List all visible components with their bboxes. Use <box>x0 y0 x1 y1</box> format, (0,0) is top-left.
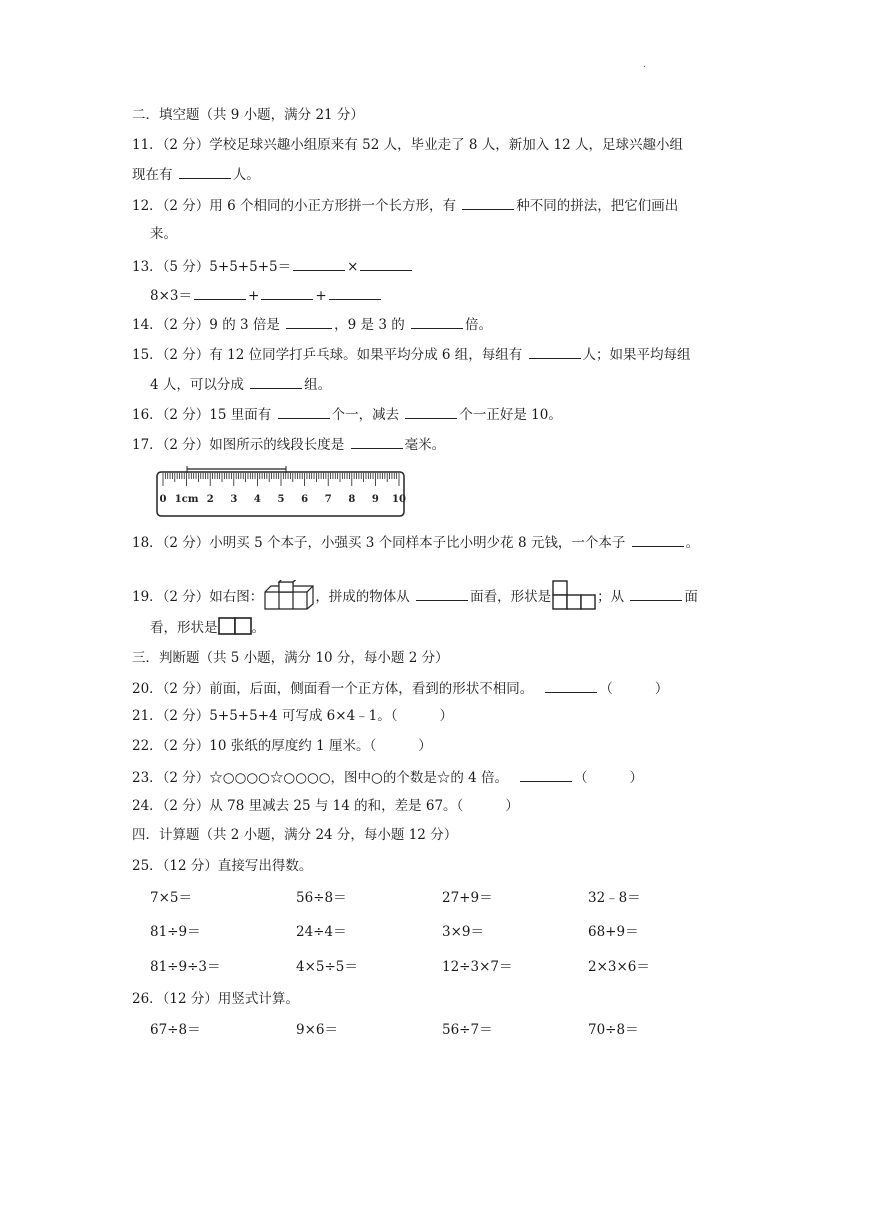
q11-text-end: 人。 <box>232 167 260 183</box>
ruler-label: 4 <box>253 494 261 505</box>
q13-line1 <box>132 256 414 276</box>
q26-item-4: 70÷8＝ <box>588 1022 639 1038</box>
q19-text-6: 看，形状是 <box>150 620 218 636</box>
q11-text: 现在有 <box>132 167 177 183</box>
q25-item-r2c3: 3×9＝ <box>442 924 484 940</box>
q17-text: 17．（2 分）如图所示的线段长度是 <box>132 437 349 453</box>
q14-text-2: ，9 是 3 的 <box>334 317 409 333</box>
q26-item-2: 9×6＝ <box>296 1022 338 1038</box>
q13-line2 <box>150 285 383 305</box>
q19-line2 <box>150 617 265 640</box>
q15-blank-1[interactable] <box>529 344 581 359</box>
view-shape-2 <box>218 617 252 640</box>
q19-text-5: 面 <box>684 589 698 605</box>
q22-paren-right: ） <box>418 738 432 754</box>
q12-text-end: 种不同的拼法，把它们画出 <box>516 198 679 214</box>
q13-blank-5[interactable] <box>329 285 381 300</box>
q13-plus-1: + <box>248 288 260 304</box>
q13-blank-2[interactable] <box>360 256 412 271</box>
q19-text-end: 。 <box>251 620 265 636</box>
q25-title: 25．（12 分）直接写出得数。 <box>132 858 313 874</box>
q25-item-r3c4: 2×3×6＝ <box>588 959 650 975</box>
q25-item-r1c2: 56÷8＝ <box>296 890 347 906</box>
q13-blank-1[interactable] <box>293 256 345 271</box>
q20-paren-right: ） <box>654 681 669 697</box>
q19-text: 19．（2 分）如右图： <box>132 589 264 605</box>
ruler-figure <box>156 466 406 522</box>
ruler-label: 5 <box>277 494 285 505</box>
q16-text-end: 个一正好是 10。 <box>459 407 562 423</box>
q20-text: 20．（2 分）前面，后面，侧面看一个正方体，看到的形状不相同。 <box>132 681 534 697</box>
q13-blank-4[interactable] <box>261 285 313 300</box>
q15-blank-2[interactable] <box>250 374 302 389</box>
ruler-label: 0 <box>159 494 167 505</box>
q23-line <box>132 767 643 787</box>
header-mark: . <box>643 60 646 70</box>
q23-paren-right: ） <box>629 770 643 786</box>
q13-times: × <box>347 259 359 275</box>
q19-text-4: ；从 <box>597 589 629 605</box>
view-shape-1 <box>551 580 597 615</box>
q18-text: 18．（2 分）小明买 5 个本子，小强买 3 个同样本子比小明少花 8 元钱，一个本子 <box>132 535 630 551</box>
q13-text: 13．（5 分）5+5+5+5＝ <box>132 259 292 275</box>
ruler-label: 3 <box>230 494 238 505</box>
q25-item-r1c3: 27+9＝ <box>442 890 493 906</box>
q19-line1 <box>132 580 698 615</box>
q13-plus-2: + <box>315 288 327 304</box>
q21-text: 21．（2 分）5+5+5+4 可写成 6×4﹣1。（ <box>132 708 398 724</box>
q20-line <box>132 678 668 698</box>
q12-line2: 来。 <box>150 226 177 242</box>
q23-text: 23．（2 分）☆○○○○☆○○○○，图中○的个数是☆的 4 倍。 <box>132 770 508 786</box>
q23-blank[interactable] <box>520 767 572 782</box>
q26-item-1: 67÷8＝ <box>150 1022 201 1038</box>
q24-paren-right: ） <box>505 798 519 814</box>
q26-title: 26．（12 分）用竖式计算。 <box>132 991 299 1007</box>
q14-blank-1[interactable] <box>286 314 332 329</box>
q15-text-2: 人；如果平均每组 <box>582 347 691 363</box>
section-judge-heading: 三．判断题（共 5 小题，满分 10 分，每小题 2 分） <box>132 650 449 666</box>
q24-line <box>132 797 519 815</box>
q16-blank-1[interactable] <box>278 404 330 419</box>
ruler-label: 6 <box>301 494 309 505</box>
q12-blank[interactable] <box>462 195 514 210</box>
q25-item-r2c1: 81÷9＝ <box>150 924 201 940</box>
q25-item-r3c1: 81÷9÷3＝ <box>150 959 221 975</box>
q19-text-3: 面看，形状是 <box>470 589 552 605</box>
q12-line1 <box>132 195 678 215</box>
q17-text-end: 毫米。 <box>404 437 446 453</box>
q22-text: 22．（2 分）10 张纸的厚度约 1 厘米。（ <box>132 738 377 754</box>
ruler-label: 9 <box>371 494 379 505</box>
q15-text-end: 组。 <box>304 377 332 393</box>
q16-text-2: 个一，减去 <box>331 407 404 423</box>
q15-line2 <box>150 374 331 394</box>
q11-line1: 11．（2 分）学校足球兴趣小组原来有 52 人，毕业走了 8 人，新加入 12 人，足球兴趣小组 <box>132 137 684 153</box>
section-fill-heading: 二．填空题（共 9 小题，满分 21 分） <box>132 107 364 123</box>
section-calc-heading: 四．计算题（共 2 小题，满分 24 分，每小题 12 分） <box>132 827 458 843</box>
q18-line <box>132 532 699 552</box>
q18-text-end: 。 <box>685 535 700 551</box>
q16-blank-2[interactable] <box>405 404 457 419</box>
q11-blank[interactable] <box>179 164 231 179</box>
q15-line1 <box>132 344 691 364</box>
q21-line <box>132 707 453 725</box>
q16-line <box>132 404 562 424</box>
q25-item-r3c2: 4×5÷5＝ <box>296 959 358 975</box>
q15-text-3: 4 人，可以分成 <box>150 377 249 393</box>
q13-text-2: 8×3＝ <box>150 288 192 304</box>
q25-item-r2c4: 68+9＝ <box>588 924 639 940</box>
q14-text: 14．（2 分）9 的 3 倍是 <box>132 317 285 333</box>
q20-paren-left: （ <box>599 681 613 697</box>
q16-text: 16．（2 分）15 里面有 <box>132 407 276 423</box>
q25-item-r2c2: 24÷4＝ <box>296 924 347 940</box>
ruler-label: 10 <box>392 494 406 505</box>
q19-blank-2[interactable] <box>630 586 682 601</box>
q14-text-end: 倍。 <box>465 317 492 333</box>
q23-paren-left: （ <box>574 770 588 786</box>
q24-text: 24．（2 分）从 78 里减去 25 与 14 的和，差是 67。（ <box>132 798 464 814</box>
q21-paren-right: ） <box>439 708 454 724</box>
q14-blank-2[interactable] <box>411 314 463 329</box>
q11-line2 <box>132 164 260 184</box>
q13-blank-3[interactable] <box>194 285 246 300</box>
q14-line <box>132 314 492 334</box>
q19-blank-1[interactable] <box>416 586 468 601</box>
q15-text: 15．（2 分）有 12 位同学打乒乓球。如果平均分成 6 组，每组有 <box>132 347 527 363</box>
q19-text-2: ，拼成的物体从 <box>315 589 415 605</box>
q26-item-3: 56÷7＝ <box>442 1022 493 1038</box>
ruler-label: 1cm <box>174 494 199 505</box>
ruler-svg <box>156 466 406 518</box>
q25-item-r1c1: 7×5＝ <box>150 890 192 906</box>
ruler-label: 8 <box>348 494 356 505</box>
q12-text: 12．（2 分）用 6 个相同的小正方形拼一个长方形，有 <box>132 198 461 214</box>
q20-blank[interactable] <box>545 678 597 693</box>
q25-item-r3c3: 12÷3×7＝ <box>442 959 513 975</box>
q22-line <box>132 737 432 755</box>
ruler-label: 2 <box>206 494 214 505</box>
q17-blank[interactable] <box>351 434 403 449</box>
q18-blank[interactable] <box>632 532 684 547</box>
q25-item-r1c4: 32﹣8＝ <box>588 890 641 906</box>
q17-line <box>132 434 445 454</box>
ruler-label: 7 <box>324 494 332 505</box>
cube-stack-figure <box>263 580 315 615</box>
